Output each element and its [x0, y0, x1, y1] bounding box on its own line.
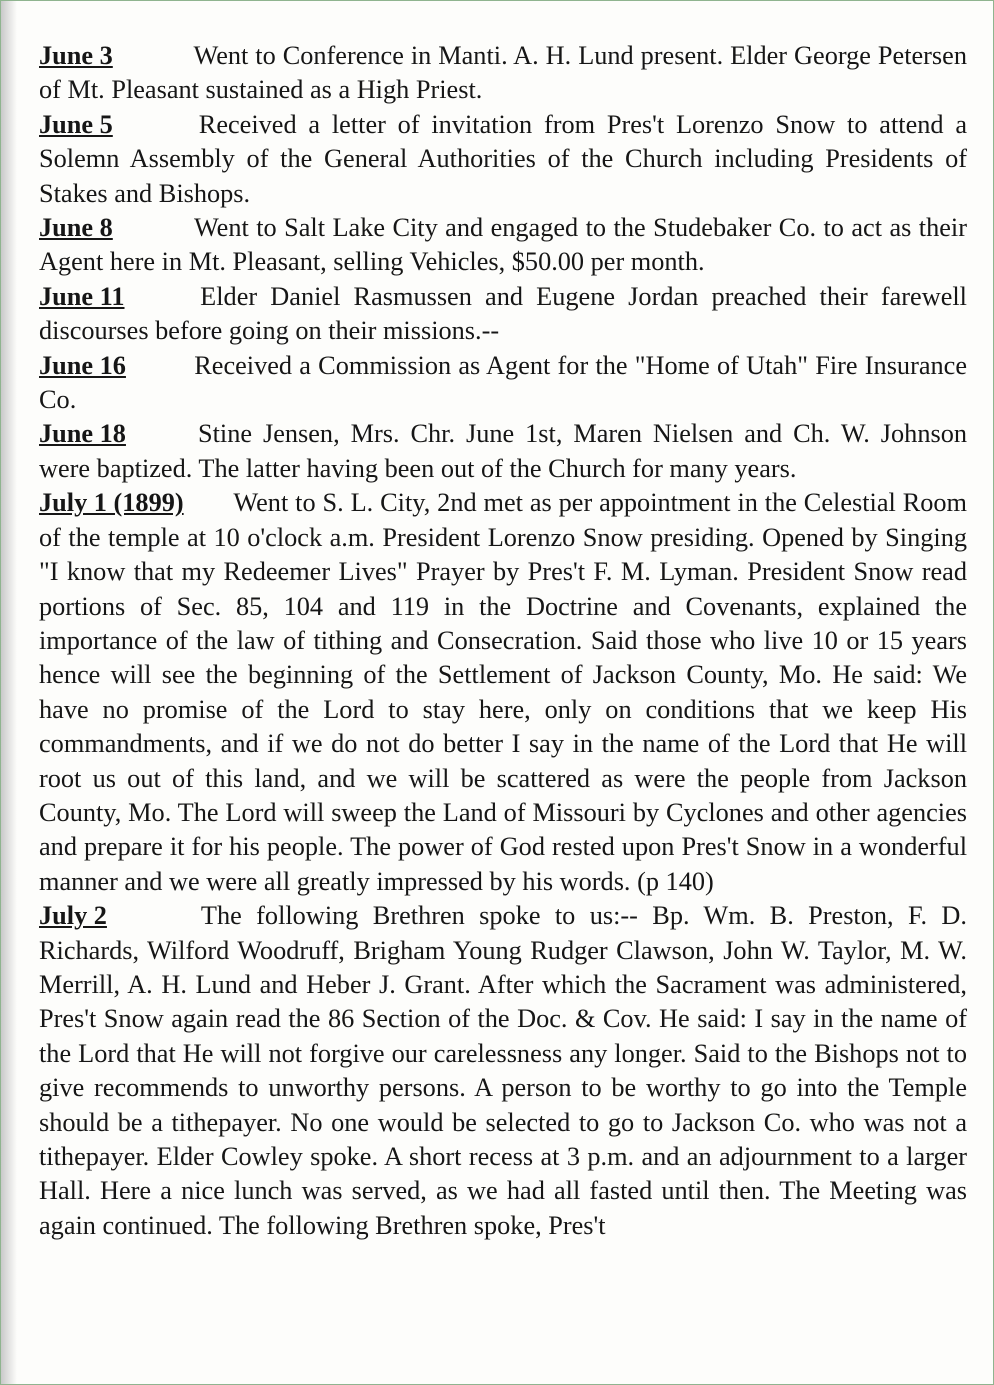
- entry-text: Went to Conference in Manti. A. H. Lund present. Elder George Petersen of Mt. Pleasant sustained as a High Priest.: [39, 41, 967, 105]
- journal-entry: [39, 349, 967, 418]
- entry-date: June 8: [39, 213, 113, 243]
- entry-text: Went to Salt Lake City and engaged to the Studebaker Co. to act as their Agent here in Mt. Pleasant, selling Vehicles, $50.00 per month.: [39, 213, 967, 277]
- entry-date: July 2: [39, 901, 107, 931]
- entry-text: Received a Commission as Agent for the "Home of Utah" Fire Insurance Co.: [39, 350, 967, 415]
- entry-text: Went to S. L. City, 2nd met as per appointment in the Celestial Room of the temple at 10 o'clock a.m. President Lorenzo Snow presiding. Opened by Singing "I know that my Redeemer Lives" Prayer by Pres't F. M. Lyman. President Snow read portions of Sec. 85, 104 and 119 in the Doctrine and Covenants, explained the importance of the law of tithing and Consecration. Said those who live 10 or 15 years hence will see the beginning of the Settlement of Jackson County, Mo. He said: We have no promise of the Lord to stay here, only on conditions that we keep His commandments, and if we do not do better I say in the name of the Lord that He will root us out of this land, and we will be scattered as were the people from Jackson County, Mo. The Lord will sweep the Land of Missouri by Cyclones and other agencies and prepare it for his people. The power of God rested upon Pres't Snow in a wonderful manner and we were all greatly impressed by his words. (p 140): [39, 488, 967, 896]
- entry-text: Elder Daniel Rasmussen and Eugene Jordan preached their farewell discourses before going on their missions.--: [39, 281, 967, 346]
- journal-entry: [39, 39, 967, 108]
- journal-entry: [39, 486, 967, 899]
- entry-date: June 18: [39, 419, 126, 449]
- entry-text: Stine Jensen, Mrs. Chr. June 1st, Maren Nielsen and Ch. W. Johnson were baptized. The latter having been out of the Church for many years.: [39, 419, 967, 483]
- journal-entry: [39, 417, 967, 486]
- journal-entry: [39, 108, 967, 211]
- journal-entry: [39, 280, 967, 349]
- entry-text: The following Brethren spoke to us:-- Bp. Wm. B. Preston, F. D. Richards, Wilford Woodruff, Brigham Young Rudger Clawson, John W. Taylor, M. W. Merrill, A. H. Lund and Heber J. Grant. After which the Sacrament was administered, Pres't Snow again read the 86 Section of the Doc. & Cov. He said: I say in the name of the Lord that He will not forgive our carelessness any longer. Said to the Bishops not to give recommends to unworthy persons. A person to be worthy to go into the Temple should be a tithepayer. No one would be selected to go to Jackson Co. who was not a tithepayer. Elder Cowley spoke. A short recess at 3 p.m. and an adjournment to a larger Hall. Here a nice lunch was served, as we had all fasted until then. The Meeting was again continued. The following Brethren spoke, Pres't: [39, 901, 967, 1240]
- entry-text: Received a letter of invitation from Pres't Lorenzo Snow to attend a Solemn Assembly of the General Authorities of the Church including Presidents of Stakes and Bishops.: [39, 109, 968, 208]
- journal-entry: [39, 899, 967, 1243]
- entry-date: June 11: [39, 281, 125, 311]
- journal-text: [39, 39, 967, 1243]
- binding-shadow: [1, 1, 17, 1384]
- entry-date: June 5: [39, 109, 113, 139]
- journal-entry: [39, 211, 967, 280]
- entry-date: July 1 (1899): [39, 488, 184, 518]
- entry-date: June 3: [39, 41, 113, 70]
- entry-date: June 16: [39, 350, 126, 380]
